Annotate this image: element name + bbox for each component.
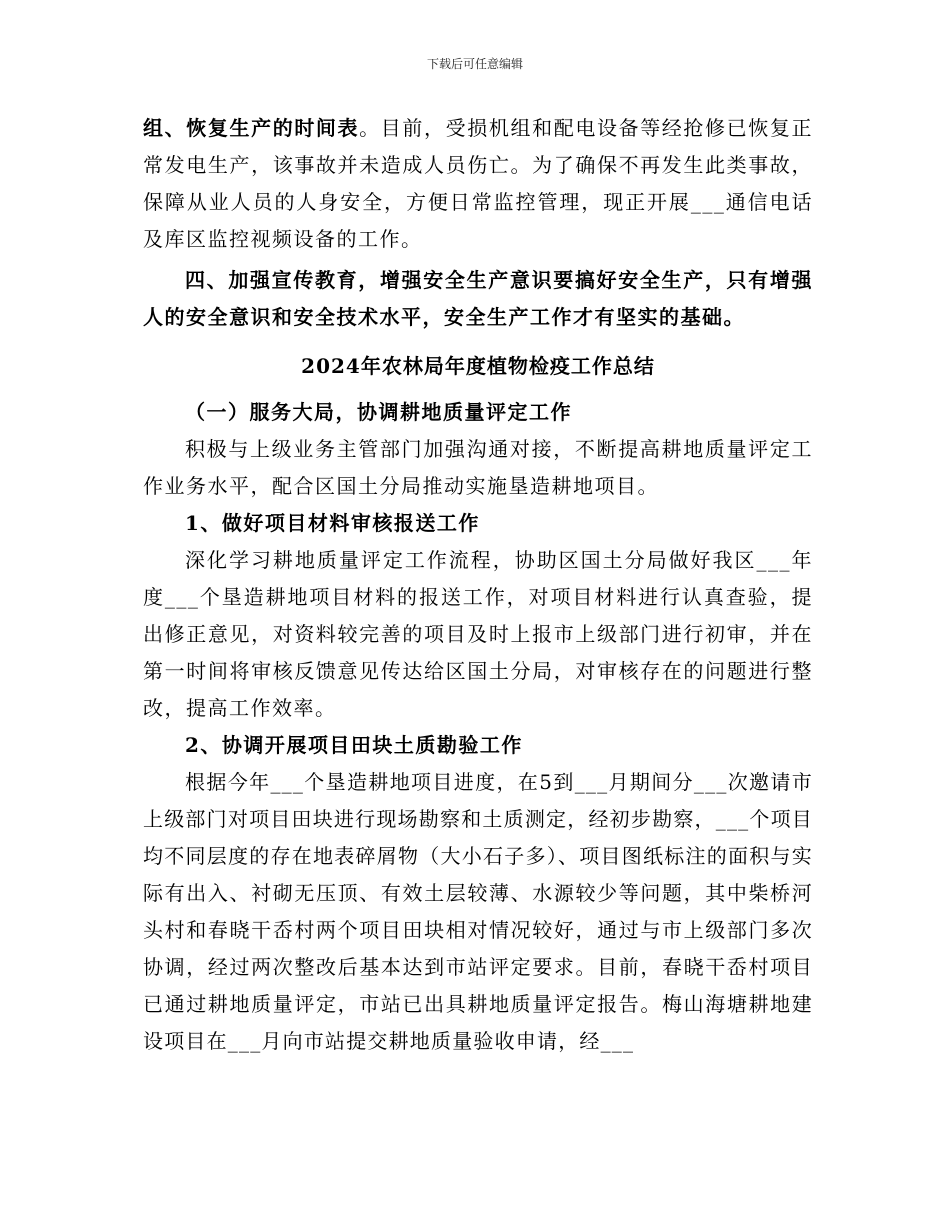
item-heading-2: 2、协调开展项目田块土质勘验工作 [185,733,523,757]
item-heading-1: 1、做好项目材料审核报送工作 [185,511,480,535]
item-body-2: 根据今年___个垦造耕地项目进度，在5到___月期间分___次邀请市上级部门对项目田块进行现场勘察和土质测定，经初步勘察，___个项目均不同层度的存在地表碎屑物（大小石子多）、项目图纸标注的面积与实际有出入、衬砌无压顶、有效土层较薄、水源较少等问题，其中柴桥河头村和春晓干岙村两个项目田块相对情况较好，通过与市上级部门多次协调，经过两次整改后基本达到市站评定要求。目前，春晓干岙村项目已通过耕地质量评定，市站已出具耕地质量评定报告。梅山海塘耕地建设项目在___月向市站提交耕地质量验收申请，经___ [143,770,813,1053]
document-title: 2024年农林局年度植物检疫工作总结 [301,354,655,378]
bold-prefix: 组、恢复生产的时间表 [143,116,360,140]
section-body-1: 积极与上级业务主管部门加强沟通对接，不断提高耕地质量评定工作业务水平，配合区国土分局推动实施垦造耕地项目。 [143,437,813,498]
section-heading-1: （一）服务大局，协调耕地质量评定工作 [185,400,572,424]
paragraph-text: 。目前，受损机组和配电设备等经抢修已恢复正常发电生产，该事故并未造成人员伤亡。为了确保不再发生此类事故，保障从业人员的人身安全，方便日常监控管理，现正开展___通信电话及库区监控视频设备的工作。 [143,116,814,251]
document-body [143,110,813,1060]
paragraph-continuation [143,110,813,258]
item-body-1: 深化学习耕地质量评定工作流程，协助区国土分局做好我区___年度___个垦造耕地项目材料的报送工作，对项目材料进行认真查验，提出修正意见，对资料较完善的项目及时上报市上级部门进行初审，并在第一时间将审核反馈意见传达给区国土分局，对审核存在的问题进行整改，提高工作效率。 [143,548,813,720]
section-four-paragraph: 四、加强宣传教育，增强安全生产意识要搞好安全生产，只有增强人的安全意识和安全技术水平，安全生产工作才有坚实的基础。 [143,268,813,329]
page-header: 下载后可任意编辑 [426,57,523,71]
